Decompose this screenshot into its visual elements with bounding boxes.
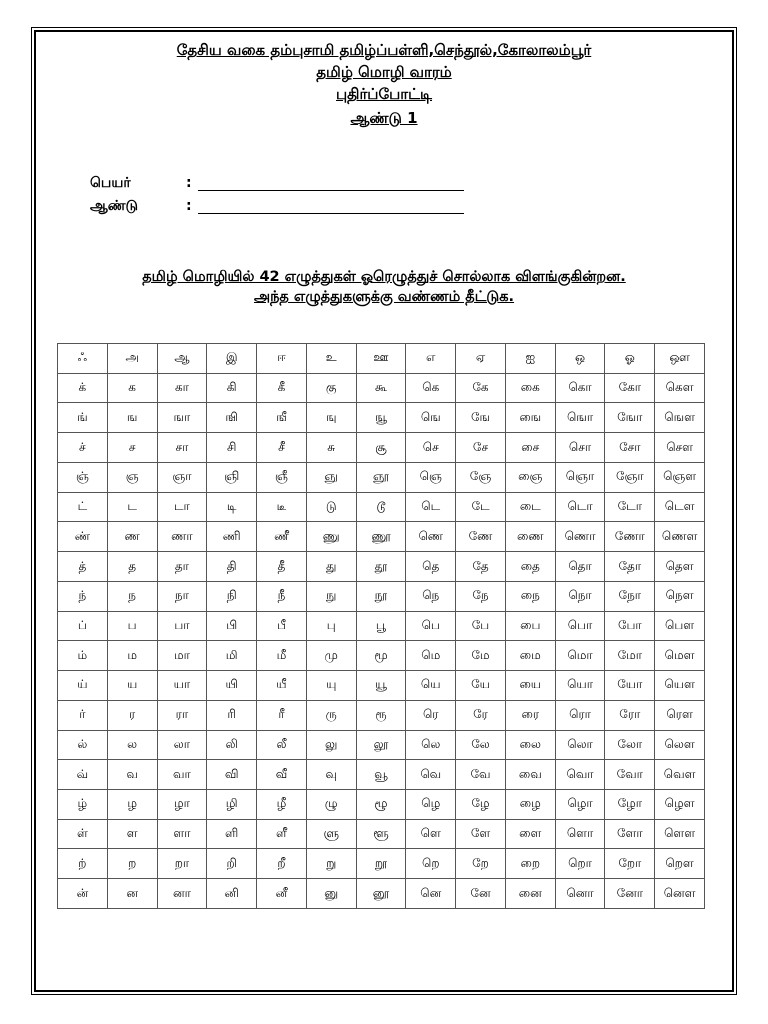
- letter-cell[interactable]: தீ: [257, 552, 307, 582]
- letter-cell[interactable]: லை: [505, 730, 555, 760]
- letter-cell[interactable]: சா: [157, 433, 207, 463]
- letter-cell[interactable]: நௌ: [655, 581, 705, 611]
- letter-cell[interactable]: று: [306, 849, 356, 879]
- letter-cell[interactable]: ந: [107, 581, 157, 611]
- letter-cell[interactable]: ப்: [58, 611, 108, 641]
- letter-cell[interactable]: தொ: [555, 552, 605, 582]
- letter-cell[interactable]: ஙே: [456, 403, 506, 433]
- letter-cell[interactable]: லௌ: [655, 730, 705, 760]
- letter-cell[interactable]: றி: [207, 849, 257, 879]
- letter-cell[interactable]: லொ: [555, 730, 605, 760]
- letter-cell[interactable]: யீ: [257, 671, 307, 701]
- grid-row: [58, 492, 705, 522]
- letter-cell[interactable]: கீ: [257, 373, 307, 403]
- letter-cell[interactable]: ழ: [107, 790, 157, 820]
- letter-cell[interactable]: ஞோ: [605, 462, 655, 492]
- letter-cell[interactable]: ழே: [456, 790, 506, 820]
- letter-cell[interactable]: ழா: [157, 790, 207, 820]
- letter-cell[interactable]: ளோ: [605, 819, 655, 849]
- letter-cell[interactable]: வூ: [356, 760, 406, 790]
- letter-cell[interactable]: சி: [207, 433, 257, 463]
- letter-cell[interactable]: யை: [505, 671, 555, 701]
- letter-cell[interactable]: தே: [456, 552, 506, 582]
- letter-cell[interactable]: ற்: [58, 849, 108, 879]
- letter-cell[interactable]: சூ: [356, 433, 406, 463]
- letter-cell[interactable]: ழொ: [555, 790, 605, 820]
- letter-cell[interactable]: ழு: [306, 790, 356, 820]
- letter-cell[interactable]: ளீ: [257, 819, 307, 849]
- letter-cell[interactable]: யௌ: [655, 671, 705, 701]
- letter-cell[interactable]: மெ: [406, 641, 456, 671]
- letter-cell[interactable]: ளூ: [356, 819, 406, 849]
- letter-cell[interactable]: டெ: [406, 492, 456, 522]
- instruction-line-1: தமிழ் மொழியில் 42 எழுத்துகள் ஓரெழுத்துச் சொல்லாக விளங்குகின்றன.: [142, 269, 626, 285]
- grid-row: [58, 403, 705, 433]
- letter-cell[interactable]: ரே: [456, 700, 506, 730]
- letter-cell[interactable]: நெ: [406, 581, 456, 611]
- letter-cell[interactable]: ட: [107, 492, 157, 522]
- letter-cell[interactable]: டை: [505, 492, 555, 522]
- letter-cell[interactable]: ஙூ: [356, 403, 406, 433]
- letter-cell[interactable]: தௌ: [655, 552, 705, 582]
- letter-cell[interactable]: ஞ்: [58, 462, 108, 492]
- letter-cell[interactable]: பொ: [555, 611, 605, 641]
- letter-cell[interactable]: மே: [456, 641, 506, 671]
- letter-cell[interactable]: ஙொ: [555, 403, 605, 433]
- letter-cell[interactable]: வே: [456, 760, 506, 790]
- grid-row: [58, 700, 705, 730]
- letter-cell[interactable]: ழூ: [356, 790, 406, 820]
- letter-cell[interactable]: லே: [456, 730, 506, 760]
- letter-cell[interactable]: டூ: [356, 492, 406, 522]
- letter-cell[interactable]: கு: [306, 373, 356, 403]
- letter-cell[interactable]: ரி: [207, 700, 257, 730]
- letter-cell[interactable]: வோ: [605, 760, 655, 790]
- letter-cell[interactable]: வு: [306, 760, 356, 790]
- letter-cell[interactable]: றெ: [406, 849, 456, 879]
- letter-cell[interactable]: னௌ: [655, 879, 705, 909]
- letter-cell[interactable]: ரூ: [356, 700, 406, 730]
- letter-cell[interactable]: சொ: [555, 433, 605, 463]
- instruction-line-2: அந்த எழுத்துகளுக்கு வண்ணம் தீட்டுக.: [253, 289, 515, 305]
- letter-cell[interactable]: ரோ: [605, 700, 655, 730]
- letter-cell[interactable]: னா: [157, 879, 207, 909]
- letter-cell[interactable]: லூ: [356, 730, 406, 760]
- school-name: தேசிய வகை தம்புசாமி தமிழ்ப்பள்ளி,செந்தூல்,கோலாலம்பூர்: [176, 41, 592, 59]
- letter-cell[interactable]: யூ: [356, 671, 406, 701]
- letter-cell[interactable]: ணா: [157, 522, 207, 552]
- letter-cell[interactable]: றை: [505, 849, 555, 879]
- letter-cell[interactable]: ஙு: [306, 403, 356, 433]
- letter-cell[interactable]: ளு: [306, 819, 356, 849]
- letter-cell[interactable]: டௌ: [655, 492, 705, 522]
- letter-cell[interactable]: ஙை: [505, 403, 555, 433]
- grid-row: [58, 730, 705, 760]
- letter-cell[interactable]: பா: [157, 611, 207, 641]
- letter-cell[interactable]: மி: [207, 641, 257, 671]
- letter-cell[interactable]: மூ: [356, 641, 406, 671]
- letter-cell[interactable]: லா: [157, 730, 207, 760]
- letter-cell[interactable]: ற: [107, 849, 157, 879]
- letter-cell[interactable]: ணே: [456, 522, 506, 552]
- letter-cell[interactable]: ண: [107, 522, 157, 552]
- letter-cell[interactable]: வீ: [257, 760, 307, 790]
- letter-cell[interactable]: தை: [505, 552, 555, 582]
- grid-row: [58, 849, 705, 879]
- letter-cell[interactable]: ணை: [505, 522, 555, 552]
- letter-cell[interactable]: ச: [107, 433, 157, 463]
- grid-row: [58, 760, 705, 790]
- letter-cell[interactable]: ங்: [58, 403, 108, 433]
- letter-cell[interactable]: யொ: [555, 671, 605, 701]
- letter-cell[interactable]: ஞெ: [406, 462, 456, 492]
- letter-cell[interactable]: லெ: [406, 730, 456, 760]
- letter-cell[interactable]: ணி: [207, 522, 257, 552]
- letter-cell[interactable]: ள்: [58, 819, 108, 849]
- letter-cell[interactable]: டா: [157, 492, 207, 522]
- letter-cell[interactable]: ஏ: [456, 344, 506, 374]
- letter-cell[interactable]: வ: [107, 760, 157, 790]
- letter-cell[interactable]: பெ: [406, 611, 456, 641]
- letter-cell[interactable]: நீ: [257, 581, 307, 611]
- letter-cell[interactable]: ணொ: [555, 522, 605, 552]
- grid-row: [58, 611, 705, 641]
- letter-cell[interactable]: ன: [107, 879, 157, 909]
- letter-cell[interactable]: ழீ: [257, 790, 307, 820]
- letter-cell[interactable]: ம்: [58, 641, 108, 671]
- letter-cell[interactable]: தூ: [356, 552, 406, 582]
- letter-cell[interactable]: ஞௌ: [655, 462, 705, 492]
- letter-cell[interactable]: ளே: [456, 819, 506, 849]
- name-blank-line[interactable]: [198, 190, 464, 191]
- letter-cell[interactable]: இ: [207, 344, 257, 374]
- grid-row: [58, 344, 705, 374]
- letter-cell[interactable]: றௌ: [655, 849, 705, 879]
- letter-cell[interactable]: டே: [456, 492, 506, 522]
- letter-cell[interactable]: ஞீ: [257, 462, 307, 492]
- letter-cell[interactable]: யெ: [406, 671, 456, 701]
- letter-cell[interactable]: ஞொ: [555, 462, 605, 492]
- letter-cell[interactable]: மொ: [555, 641, 605, 671]
- letter-cell[interactable]: மீ: [257, 641, 307, 671]
- letter-cell[interactable]: டீ: [257, 492, 307, 522]
- letter-cell[interactable]: மை: [505, 641, 555, 671]
- letter-cell[interactable]: வௌ: [655, 760, 705, 790]
- letter-cell[interactable]: ஈ: [257, 344, 307, 374]
- letter-cell[interactable]: நொ: [555, 581, 605, 611]
- letter-cell[interactable]: ணூ: [356, 522, 406, 552]
- letter-cell[interactable]: யு: [306, 671, 356, 701]
- letter-cell[interactable]: ரொ: [555, 700, 605, 730]
- grid-row: [58, 790, 705, 820]
- letter-cell[interactable]: லீ: [257, 730, 307, 760]
- letter-cell[interactable]: தி: [207, 552, 257, 582]
- letter-cell[interactable]: ரீ: [257, 700, 307, 730]
- name-label: பெயர்: [90, 175, 131, 191]
- letter-cell[interactable]: ஆ: [157, 344, 207, 374]
- letter-cell[interactable]: சீ: [257, 433, 307, 463]
- letter-cell[interactable]: ணெ: [406, 522, 456, 552]
- letter-cell[interactable]: கௌ: [655, 373, 705, 403]
- letter-cell[interactable]: ஞே: [456, 462, 506, 492]
- letter-cell[interactable]: கா: [157, 373, 207, 403]
- letter-cell[interactable]: சோ: [605, 433, 655, 463]
- letter-cell[interactable]: கை: [505, 373, 555, 403]
- grid-row: [58, 462, 705, 492]
- grid-row: [58, 373, 705, 403]
- letter-cell[interactable]: கோ: [605, 373, 655, 403]
- letter-cell[interactable]: ணு: [306, 522, 356, 552]
- letter-cell[interactable]: தோ: [605, 552, 655, 582]
- letter-cell[interactable]: நோ: [605, 581, 655, 611]
- letter-cell[interactable]: ளௌ: [655, 819, 705, 849]
- letter-cell[interactable]: ளொ: [555, 819, 605, 849]
- letter-cell[interactable]: ரை: [505, 700, 555, 730]
- year-level: ஆண்டு 1: [350, 109, 418, 127]
- letter-cell[interactable]: நே: [456, 581, 506, 611]
- letter-cell[interactable]: றொ: [555, 849, 605, 879]
- grid-row: [58, 581, 705, 611]
- letter-cell[interactable]: ம: [107, 641, 157, 671]
- letter-cell[interactable]: வா: [157, 760, 207, 790]
- letter-cell[interactable]: செ: [406, 433, 456, 463]
- letter-cell[interactable]: த்: [58, 552, 108, 582]
- letter-cell[interactable]: ழ்: [58, 790, 108, 820]
- letter-cell[interactable]: ர: [107, 700, 157, 730]
- letter-cell[interactable]: சை: [505, 433, 555, 463]
- letter-cell[interactable]: ழை: [505, 790, 555, 820]
- letter-cell[interactable]: நை: [505, 581, 555, 611]
- letter-cell[interactable]: ஃ: [58, 344, 108, 374]
- letter-cell[interactable]: ஙௌ: [655, 403, 705, 433]
- year-colon: :: [186, 198, 192, 214]
- letter-cell[interactable]: ளா: [157, 819, 207, 849]
- letter-cell[interactable]: நூ: [356, 581, 406, 611]
- letter-cell[interactable]: ஙி: [207, 403, 257, 433]
- grid-row: [58, 819, 705, 849]
- letter-cell[interactable]: மௌ: [655, 641, 705, 671]
- letter-cell[interactable]: அ: [107, 344, 157, 374]
- name-colon: :: [186, 175, 192, 191]
- letter-cell[interactable]: ணௌ: [655, 522, 705, 552]
- letter-cell[interactable]: து: [306, 552, 356, 582]
- letter-cell[interactable]: லோ: [605, 730, 655, 760]
- letter-cell[interactable]: வொ: [555, 760, 605, 790]
- letter-cell[interactable]: ரா: [157, 700, 207, 730]
- letter-cell[interactable]: வெ: [406, 760, 456, 790]
- letter-cell[interactable]: பூ: [356, 611, 406, 641]
- letter-cell[interactable]: வ்: [58, 760, 108, 790]
- letter-cell[interactable]: கெ: [406, 373, 456, 403]
- letter-cell[interactable]: ளி: [207, 819, 257, 849]
- letter-cell[interactable]: லி: [207, 730, 257, 760]
- letter-cell[interactable]: ஔ: [655, 344, 705, 374]
- letter-cell[interactable]: தா: [157, 552, 207, 582]
- letter-cell[interactable]: ய்: [58, 671, 108, 701]
- letter-cell[interactable]: ய: [107, 671, 157, 701]
- letter-grid: [57, 343, 705, 909]
- letter-cell[interactable]: ணீ: [257, 522, 307, 552]
- year-blank-line[interactable]: [198, 213, 464, 214]
- letter-cell[interactable]: ஙோ: [605, 403, 655, 433]
- letter-cell[interactable]: ஙெ: [406, 403, 456, 433]
- letter-cell[interactable]: பே: [456, 611, 506, 641]
- letter-cell[interactable]: யி: [207, 671, 257, 701]
- letter-cell[interactable]: மா: [157, 641, 207, 671]
- letter-cell[interactable]: ரு: [306, 700, 356, 730]
- letter-cell[interactable]: த: [107, 552, 157, 582]
- letter-cell[interactable]: பி: [207, 611, 257, 641]
- letter-cell[interactable]: ரௌ: [655, 700, 705, 730]
- letter-cell[interactable]: டொ: [555, 492, 605, 522]
- letter-cell[interactable]: ஓ: [605, 344, 655, 374]
- letter-cell[interactable]: பை: [505, 611, 555, 641]
- letter-cell[interactable]: வை: [505, 760, 555, 790]
- letter-cell[interactable]: பௌ: [655, 611, 705, 641]
- letter-cell[interactable]: கே: [456, 373, 506, 403]
- letter-cell[interactable]: ண்: [58, 522, 108, 552]
- letter-cell[interactable]: ழௌ: [655, 790, 705, 820]
- letter-cell[interactable]: டி: [207, 492, 257, 522]
- letter-cell[interactable]: ழோ: [605, 790, 655, 820]
- grid-row: [58, 671, 705, 701]
- letter-cell[interactable]: ஞூ: [356, 462, 406, 492]
- letter-cell[interactable]: ஞு: [306, 462, 356, 492]
- grid-row: [58, 433, 705, 463]
- letter-cell[interactable]: பு: [306, 611, 356, 641]
- letter-cell[interactable]: தெ: [406, 552, 456, 582]
- letter-cell[interactable]: டு: [306, 492, 356, 522]
- letter-cell[interactable]: ழெ: [406, 790, 456, 820]
- letter-cell[interactable]: கொ: [555, 373, 605, 403]
- letter-cell[interactable]: றே: [456, 849, 506, 879]
- letter-cell[interactable]: றா: [157, 849, 207, 879]
- letter-cell[interactable]: றீ: [257, 849, 307, 879]
- letter-cell[interactable]: னீ: [257, 879, 307, 909]
- letter-cell[interactable]: டோ: [605, 492, 655, 522]
- letter-cell[interactable]: க: [107, 373, 157, 403]
- letter-cell[interactable]: சௌ: [655, 433, 705, 463]
- letter-cell[interactable]: நு: [306, 581, 356, 611]
- letter-cell[interactable]: எ: [406, 344, 456, 374]
- letter-cell[interactable]: உ: [306, 344, 356, 374]
- letter-cell[interactable]: ணோ: [605, 522, 655, 552]
- letter-cell[interactable]: லு: [306, 730, 356, 760]
- letter-cell[interactable]: வி: [207, 760, 257, 790]
- letter-cell[interactable]: ஐ: [505, 344, 555, 374]
- letter-cell[interactable]: ட்: [58, 492, 108, 522]
- letter-cell[interactable]: றோ: [605, 849, 655, 879]
- letter-cell[interactable]: னு: [306, 879, 356, 909]
- letter-cell[interactable]: ர்: [58, 700, 108, 730]
- letter-cell[interactable]: னூ: [356, 879, 406, 909]
- letter-cell[interactable]: கி: [207, 373, 257, 403]
- letter-cell[interactable]: னி: [207, 879, 257, 909]
- letter-cell[interactable]: ஙா: [157, 403, 207, 433]
- letter-cell[interactable]: சே: [456, 433, 506, 463]
- worksheet-title: புதிர்ப்போட்டி: [336, 85, 432, 103]
- letter-cell[interactable]: னோ: [605, 879, 655, 909]
- letter-cell[interactable]: ஞை: [505, 462, 555, 492]
- letter-cell[interactable]: ன்: [58, 879, 108, 909]
- letter-cell[interactable]: ளை: [505, 819, 555, 849]
- letter-cell[interactable]: ஒ: [555, 344, 605, 374]
- letter-cell[interactable]: ஞி: [207, 462, 257, 492]
- letter-cell[interactable]: கூ: [356, 373, 406, 403]
- letter-cell[interactable]: ல: [107, 730, 157, 760]
- letter-cell[interactable]: ல்: [58, 730, 108, 760]
- letter-cell[interactable]: ஙீ: [257, 403, 307, 433]
- letter-cell[interactable]: ச்: [58, 433, 108, 463]
- letter-cell[interactable]: னே: [456, 879, 506, 909]
- letter-cell[interactable]: ழி: [207, 790, 257, 820]
- letter-cell[interactable]: நி: [207, 581, 257, 611]
- grid-row: [58, 641, 705, 671]
- letter-cell[interactable]: னொ: [555, 879, 605, 909]
- letter-cell[interactable]: ஞா: [157, 462, 207, 492]
- letter-cell[interactable]: ங: [107, 403, 157, 433]
- letter-cell[interactable]: யோ: [605, 671, 655, 701]
- letter-cell[interactable]: மோ: [605, 641, 655, 671]
- letter-cell[interactable]: க்: [58, 373, 108, 403]
- letter-cell[interactable]: ஞ: [107, 462, 157, 492]
- letter-cell[interactable]: ப: [107, 611, 157, 641]
- letter-cell[interactable]: ந்: [58, 581, 108, 611]
- letter-cell[interactable]: சு: [306, 433, 356, 463]
- grid-row: [58, 552, 705, 582]
- letter-cell[interactable]: யா: [157, 671, 207, 701]
- year-label: ஆண்டு: [90, 198, 139, 214]
- letter-cell[interactable]: நா: [157, 581, 207, 611]
- grid-row: [58, 879, 705, 909]
- letter-cell[interactable]: ஊ: [356, 344, 406, 374]
- letter-cell[interactable]: ளெ: [406, 819, 456, 849]
- letter-cell[interactable]: றூ: [356, 849, 406, 879]
- letter-cell[interactable]: யே: [456, 671, 506, 701]
- letter-cell[interactable]: ரெ: [406, 700, 456, 730]
- event-name: தமிழ் மொழி வாரம்: [316, 63, 452, 81]
- letter-cell[interactable]: னை: [505, 879, 555, 909]
- letter-cell[interactable]: னெ: [406, 879, 456, 909]
- letter-cell[interactable]: பீ: [257, 611, 307, 641]
- letter-cell[interactable]: மு: [306, 641, 356, 671]
- letter-cell[interactable]: ள: [107, 819, 157, 849]
- grid-row: [58, 522, 705, 552]
- letter-cell[interactable]: போ: [605, 611, 655, 641]
